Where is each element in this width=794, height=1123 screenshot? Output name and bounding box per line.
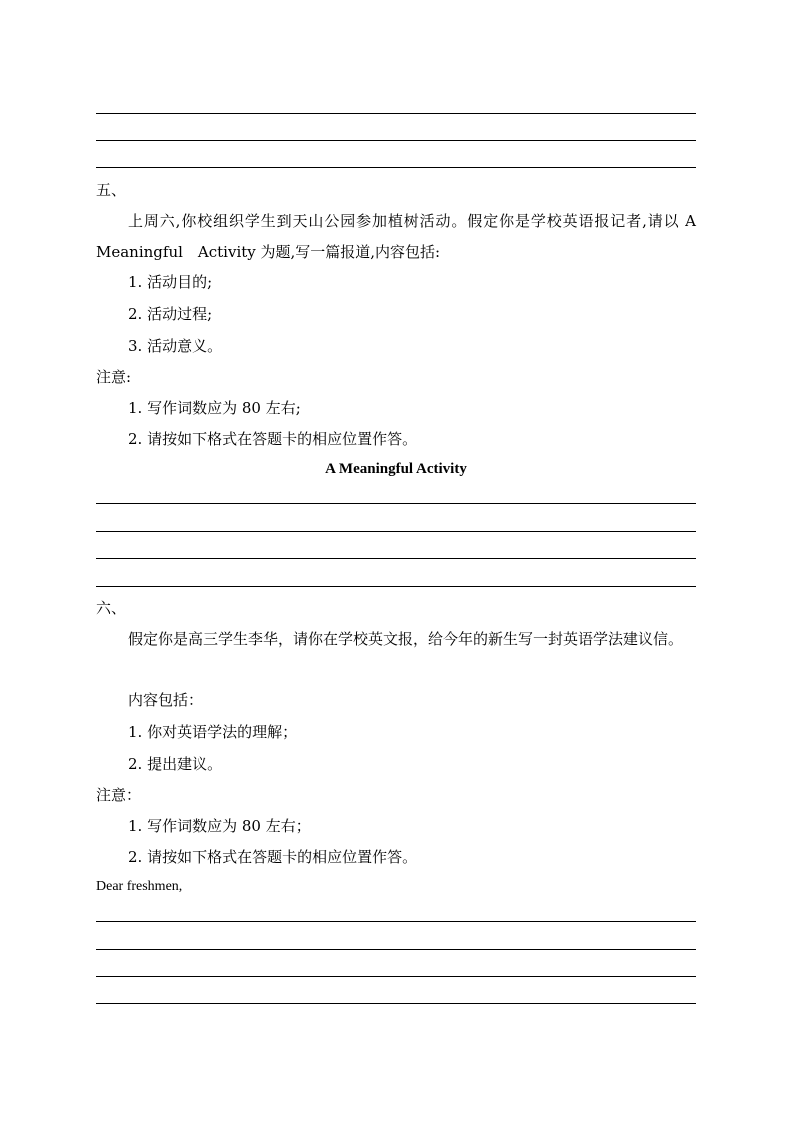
writing-line <box>96 1003 696 1004</box>
writing-line <box>96 921 696 922</box>
section-6-note-label: 注意： <box>96 786 142 804</box>
section-5-item-3: 3. 活动意义。 <box>128 337 223 355</box>
section-5-heading: 五、 <box>96 181 127 199</box>
section-6-note-1: 1. 写作词数应为 80 左右； <box>128 817 311 835</box>
section-5-item-2: 2. 活动过程; <box>128 305 213 323</box>
writing-line <box>96 949 696 950</box>
writing-line <box>96 558 696 559</box>
section-5-item-1: 1. 活动目的; <box>128 273 213 291</box>
writing-line <box>96 167 696 168</box>
writing-line <box>96 531 696 532</box>
essay-title: A Meaningful Activity <box>325 461 467 477</box>
writing-line <box>96 976 696 977</box>
section-6-content-label: 内容包括： <box>128 691 204 709</box>
writing-line <box>96 113 696 114</box>
section-5-note-label: 注意: <box>96 368 132 386</box>
section-6-item-1: 1. 你对英语学法的理解； <box>128 723 298 741</box>
section-6-item-2: 2. 提出建议。 <box>128 755 223 773</box>
writing-line <box>96 586 696 587</box>
section-5-note-2: 2. 请按如下格式在答题卡的相应位置作答。 <box>128 430 418 448</box>
writing-line <box>96 503 696 504</box>
section-5-prompt: 上周六,你校组织学生到天山公园参加植树活动。假定你是学校英语报记者,请以 A Meaningful Activity 为题,写一篇报道,内容包括: <box>96 212 696 261</box>
writing-line <box>96 140 696 141</box>
section-6-note-2: 2. 请按如下格式在答题卡的相应位置作答。 <box>128 848 418 866</box>
section-6-prompt: 假定你是高三学生李华，请你在学校英文报，给今年的新生写一封英语学法建议信。 <box>128 630 684 648</box>
section-6-heading: 六、 <box>96 599 127 617</box>
section-5-note-1: 1. 写作词数应为 80 左右; <box>128 399 301 417</box>
letter-salutation: Dear freshmen, <box>96 879 183 894</box>
